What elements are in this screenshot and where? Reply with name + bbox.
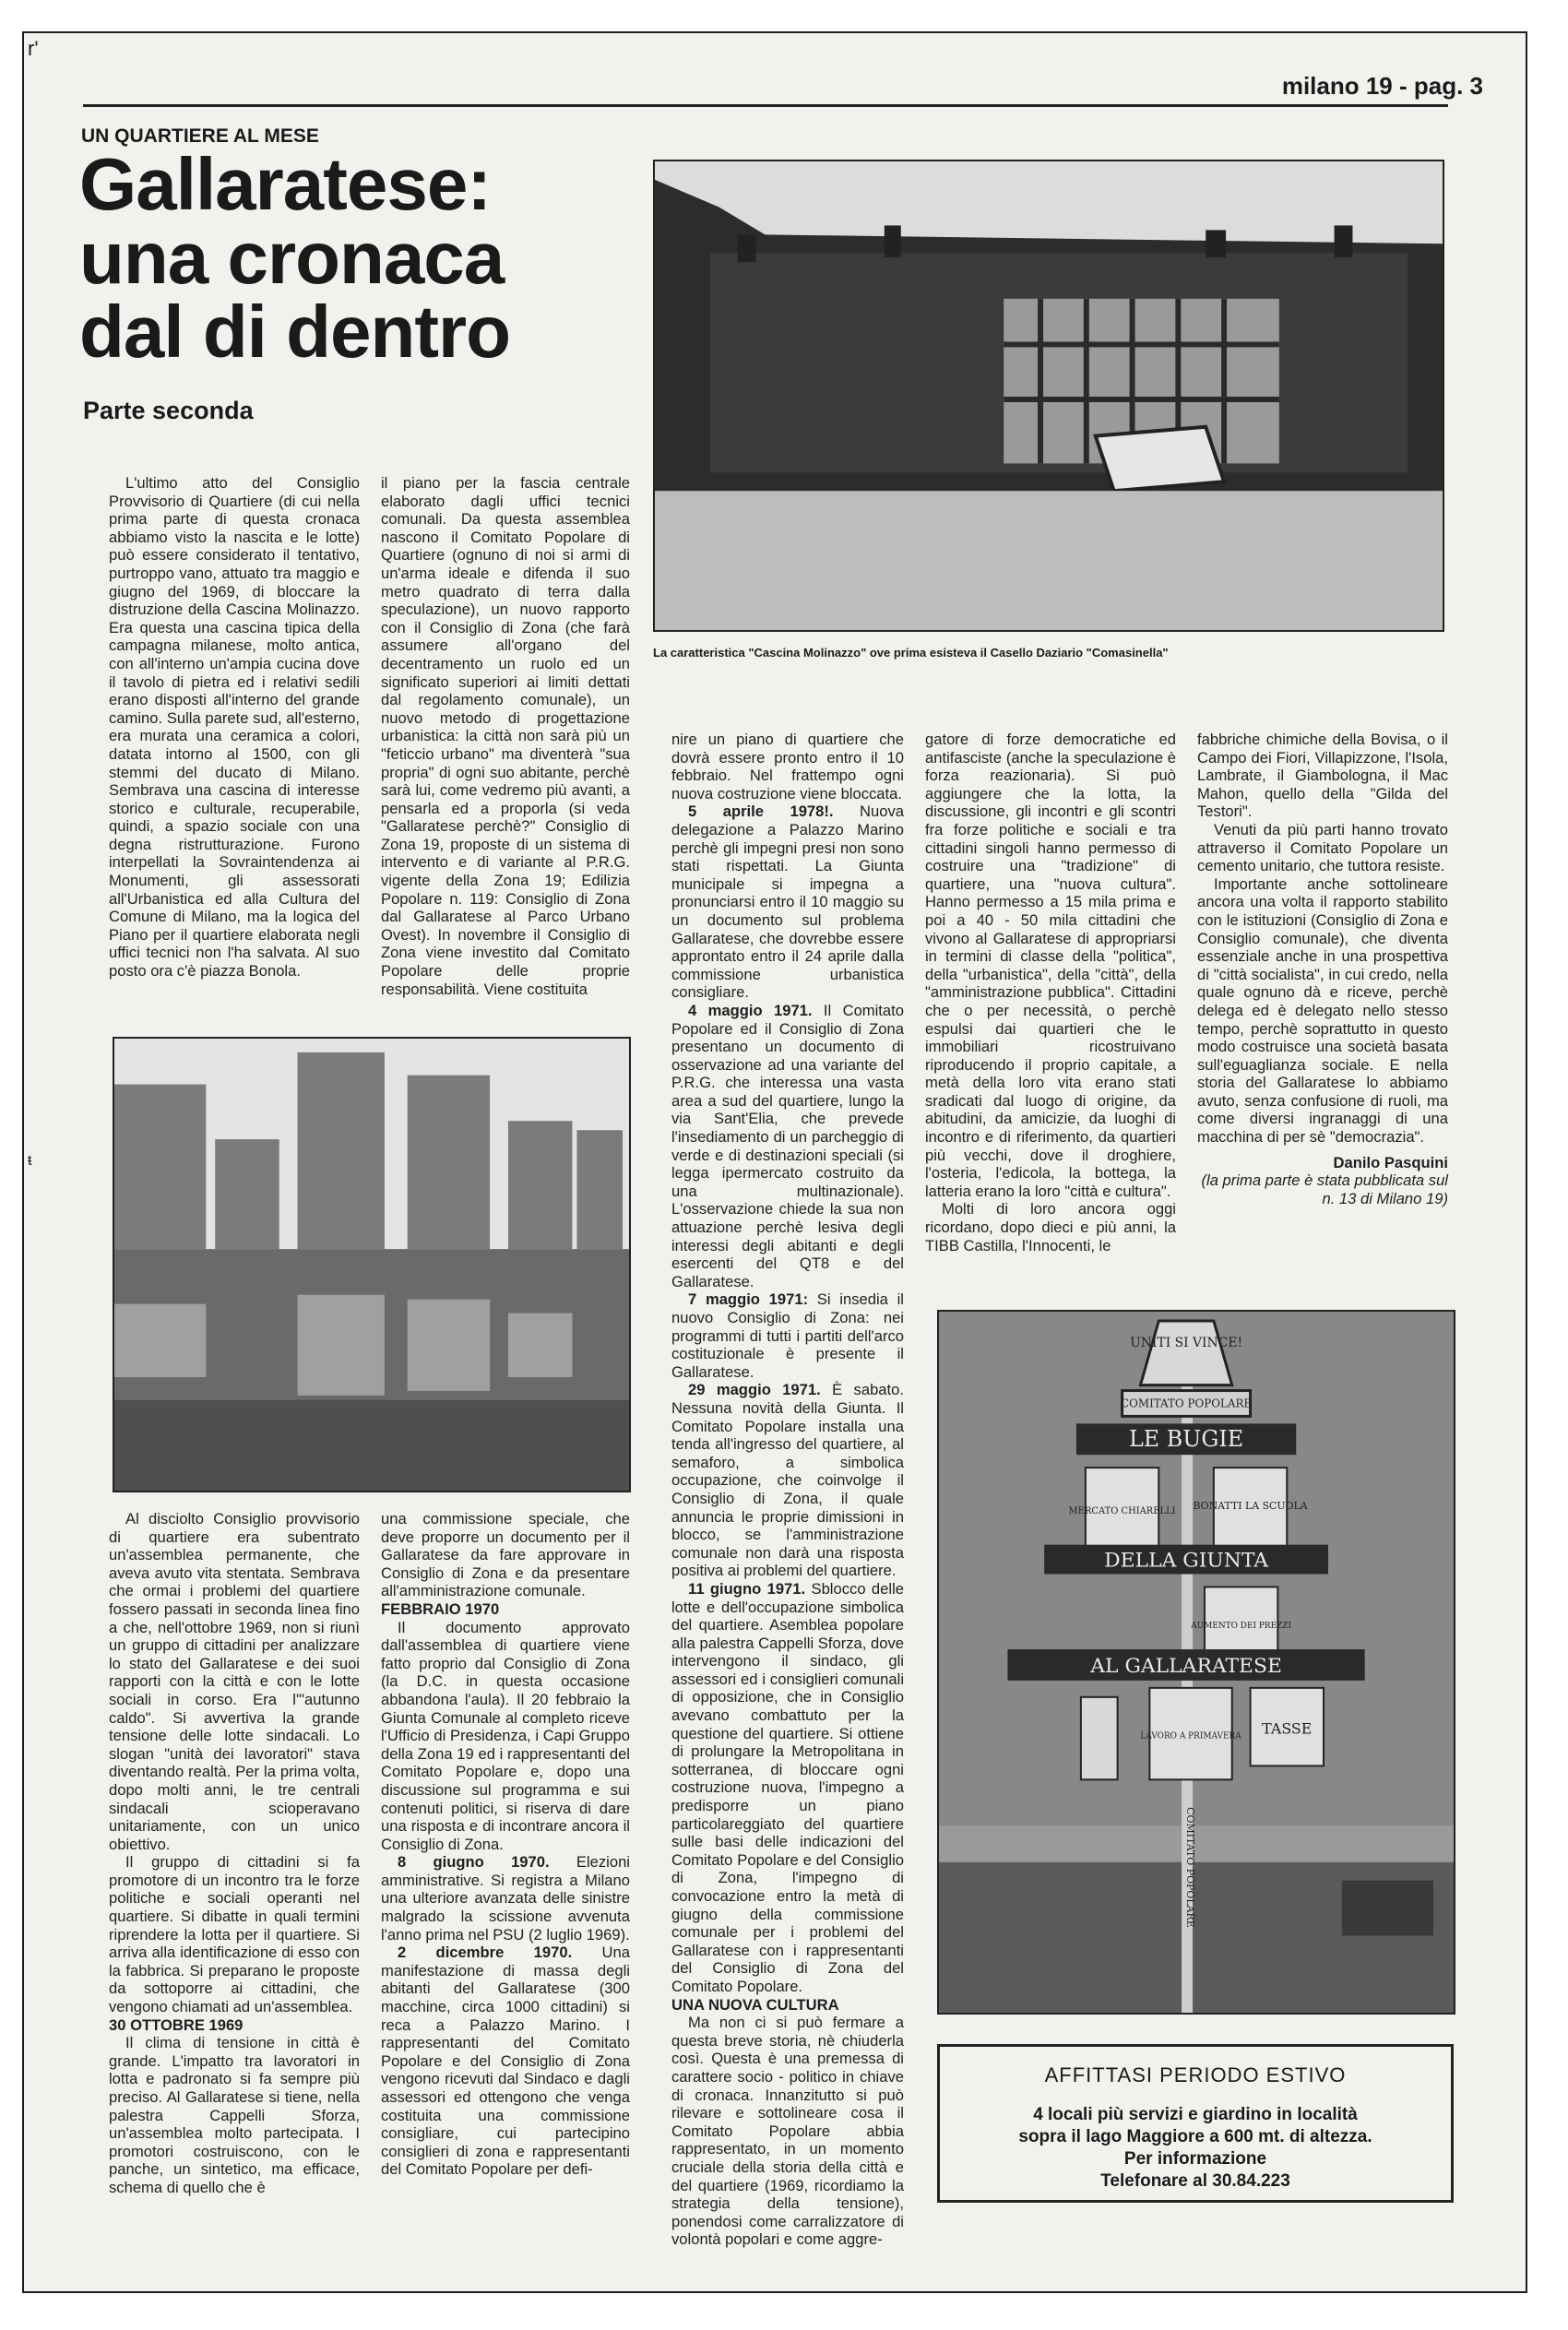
date-label: 2 dicembre 1970. (398, 1944, 573, 1962)
poster-bonatti: BONATTI LA SCUOLA (1193, 1499, 1308, 1512)
ad-title: AFFITTASI PERIODO ESTIVO (1044, 2063, 1347, 2086)
author-signature: Danilo Pasquini (1333, 1153, 1448, 1171)
paragraph: L'ultimo atto del Consiglio Provvisorio di Quartiere (di cui nella prima parte di questa cronaca abbiamo visto la nascita e le lotte) può essere considerato il tentativo, purtroppo vano, attuato tra maggio e giugno del 1969, di bloccare la distruzione della Cascina Molinazzo. Era questa una cascina tipica della campagna milanese, molto antica, con all'interno un'ampia cucina dove il tavolo di pietra ed i relativi sedili erano disposti all'interno del grande camino. Sulla parete sud, all'esterno, era murata una ceramica a colori, datata intorno al 1500, con gli stemmi del ducato di Milano. Sembrava una cascina di interesse storico e culturale, recuperabile, quindi, a spazio sociale con una degna ristrutturazione. Furono interpellati la Sovraintendenza ai Monumenti, gli assessorati all'Urbanistica ed alla Cultura del Comune di Milano, ma la logica del Piano per il quartiere elaborata negli uffici tecnici non l'ha salvata. Al suo posto ora c'è piazza Bonola. (109, 474, 360, 981)
ad-line: sopra il lago Maggiore a 600 mt. di altezza. (1018, 2127, 1372, 2146)
paragraph: il piano per la fascia centrale elaborato dagli uffici tecnici comunali. Da questa assemblea nascono il Comitato Popolare di Quartiere (ognuno di noi si armi di un'arma ideale e difenda il suo metro quadrato di terra dalla speculazione), un nuovo rapporto con il Consiglio di Zona (che farà assumere all'organo del decentramento un ruolo ed un significato superiori ai limiti dettati dal regolamento comunale), un nuovo metodo di progettazione urbanistica: la città non sarà più un "feticcio urbano" ma diventerà "sua propria" di ogni suo abitante, perchè sarà lui, come vedremo più avanti, a pensarla ed a proporla (si veda "Gallaratese perchè?" Consiglio di Zona 19, proposte di un sistema di intervento e di variante al P.R.G. vigente della Zona 19; Edilizia Popolare n. 119: Consiglio di Zona dal Gallaratese al Parco Urbano Ovest). In novembre il Consiglio di Zona viene investito dal Comitato Popolare delle proprie responsabilità. Viene costituita (381, 474, 630, 998)
paragraph: Il gruppo di cittadini si fa promotore di un incontro tra le forze politiche e sociali operanti nel quartiere. Si dibatte in quali termini riprendere la lotta per il quartiere. Si arriva alla identificazione di esso con la fabbrica. Si preparano le proposte da sottoporre ai cittadini, che vengono chiamati ad un'assemblea. (109, 1853, 360, 2016)
poster-lavoro: LAVORO A PRIMAVERA (1140, 1731, 1241, 1742)
paragraph: una commissione speciale, che deve proporre un documento per il Gallaratese da fare approvare in Consiglio di Zona e da presentare all'amministrazione comunale. (381, 1510, 630, 1600)
date-label: 8 giugno 1970. (398, 1853, 550, 1872)
paragraph: Nuova delegazione a Palazzo Marino perchè gli impegni presi non sono stati rispettati. La Giunta municipale si impegna a pronunciarsi entro il 10 maggio su un documento sul problema Gallaratese, che dovrebbe essere approntato entro il 24 aprile dalla commissione urbanistica consigliare. (671, 802, 904, 1002)
paragraph: Importante anche sottolineare ancora una volta il rapporto stabilito con le istituzioni (Consiglio di Zona e Consiglio comunale), che diventa essenziale anche in una prospettiva di "città socialista", in cui credo, nella quale ognuno dà e riceve, perchè delega ed è delegato nello stesso tempo, perchè soprattutto in questo modo costruisce una società basata sull'eguaglianza sociale. E nella storia del Gallaratese lo abbiamo avuto, senza confusione di ruoli, ma come diversi ingranaggi di una macchina di per sè "democrazia". (1197, 874, 1448, 1147)
article-column-4 (925, 731, 1176, 1254)
paragraph: Il documento approvato dall'assemblea di quartiere viene fatto proprio dal Consiglio di Zona (la D.C. in questa occasione abbandona l'aula). Il 20 febbraio la Giunta Comunale al completo riceve l'Ufficio di Presidenza, i Capi Gruppo della Zona 19 ed i rappresentanti del Comitato Popolare e, dopo una discussione sul programma e sui contenuti politici, si riserva di dare una risposta e di incontrare ancora il Consiglio di Zona. (381, 1618, 630, 1853)
article-column-1b (109, 1510, 360, 2197)
ad-line: 4 locali più servizi e giardino in località (1033, 2105, 1358, 2124)
poster-mercato: MERCATO CHIARELLI (1068, 1505, 1176, 1516)
paragraph: Venuti da più parti hanno trovato attraverso il Comitato Popolare un cemento unitario, che tuttora resiste. (1197, 820, 1448, 875)
date-label: 4 maggio 1971. (688, 1001, 813, 1019)
sign-comitato: COMITATO POPOLARE (1121, 1397, 1253, 1410)
article-column-2b (381, 1510, 630, 2179)
date-label: 11 giugno 1971. (688, 1579, 806, 1598)
classified-ad (937, 2044, 1454, 2203)
date-heading: 30 OTTOBRE 1969 (109, 2015, 244, 2034)
section-kicker: UN QUARTIERE AL MESE (81, 125, 319, 147)
sign-della-giunta: DELLA GIUNTA (1104, 1549, 1269, 1573)
article-column-2 (381, 474, 630, 998)
date-label: 7 maggio 1971: (688, 1290, 809, 1309)
ad-phone: Telefonare al 30.84.223 (1100, 2171, 1290, 2191)
margin-mark: rʹ (28, 37, 39, 60)
date-heading: FEBBRAIO 1970 (381, 1599, 500, 1618)
paragraph: Il Comitato Popolare ed il Consiglio di Zona presentano un documento di osservazione ad una variante del P.R.G. che interessa una vasta area a sud del quartiere, lungo la via Sant'Elia, che prevede l'insediamento di un parcheggio di verde e di destinazioni speciali (si legga ipermercato costruito da una multinazionale). L'osservazione chiede la sua non attuazione perchè lesiva degli interessi degli abitanti e degli esercenti del QT8 e del Gallaratese. (671, 1001, 904, 1290)
article-headline: Gallaratese: una cronaca dal di dentro (79, 143, 510, 373)
editorial-note: (la prima parte è stata pubblicata sul n. 13 di Milano 19) (1201, 1171, 1448, 1207)
paragraph: Una manifestazione di massa degli abitanti del Gallaratese (300 macchine, circa 1000 cittadini) si reca a Palazzo Marino. I rappresentanti del Comitato Popolare e del Consiglio di Zona vengono ricevuti dal Sindaco e dagli assessori ed ottengono che venga costituita una commissione consigliare, cui partecipino consiglieri di zona e rappresentanti del Comitato Popolare per defi- (381, 1944, 630, 2179)
paragraph: Si insedia il nuovo Consiglio di Zona: nei programmi di tutti i partiti dell'arco costituzionale è presente il Gallaratese. (671, 1290, 904, 1381)
paragraph: fabbriche chimiche della Bovisa, o il Campo dei Fiori, Villapizzone, l'Isola, Lambrate, il Giambologna, il Mac Mahon, quello della "Gilda del Testori". (1197, 731, 1448, 821)
article-column-3 (671, 731, 904, 2249)
paragraph: È sabato. Nessuna novità della Giunta. Il Comitato Popolare installa una tenda all'ingresso del quartiere, al semaforo, a simbolica occupazione, che coinvolge il Consiglio di Zona, il quale annuncia le proprie dimissioni in blocco, se l'amministrazione comunale non darà una risposta positiva ai problemi del quartiere. (671, 1381, 904, 1580)
paragraph: Ma non ci si può fermare a questa breve storia, nè chiuderla così. Questa è una premessa di carattere socio - politico in chiave di cronaca. Innanzitutto si può rilevare e sottolineare cosa il Comitato Popolare abbia rappresentato, in un momento cruciale della storia della città e del quartiere (1969, ricordiamo la strategia della tensione), ponendosi come carralizzatore di volontà popolari e come aggre- (671, 2014, 904, 2249)
paragraph: Elezioni amministrative. Si registra a Milano una ulteriore avanzata delle sinistre malgrado la scissione avvenuta l'anno prima nel PSU (2 luglio 1969). (381, 1853, 630, 1944)
ad-line: Per informazione (1123, 2149, 1267, 2169)
sign-al-gallaratese: AL GALLARATESE (1090, 1654, 1282, 1678)
paragraph: Sblocco delle lotte e dell'occupazione simbolica del quartiere. Asemblea popolare alla palestra Cappelli Sforza, dove intervengono il sindaco, gli assessori ed i consiglieri comunali di opposizione, che in Consiglio avevano combattuto per la questione del quartiere. Si ottiene di prolungare la Metropolitana in sotterranea, di bloccare ogni costruzione nuova, l'impegno a predisporre un piano particolareggiato del quartiere sulle basi delle indicazioni del Comitato Popolare e del Consiglio di Zona, l'impegno di convocazione entro la metà di giugno della commissione comunale per i problemi del Gallaratese con i rappresentanti del Consiglio di Zona del Comitato Popolare. (671, 1579, 904, 1995)
pole-comitato: COMITATO POPOLARE (1184, 1807, 1197, 1928)
paragraph: Molti di loro ancora oggi ricordano, dopo dieci e più anni, la TIBB Castilla, l'Innocenti, le (925, 1200, 1176, 1254)
paragraph: nire un piano di quartiere che dovrà essere pronto entro il 10 febbraio. Nel frattempo ogni nuova costruzione viene bloccata. (671, 731, 904, 802)
photo-caption: La caratteristica "Cascina Molinazzo" ove prima esisteva il Casello Daziario "Comasinella" (653, 646, 1169, 660)
article-column-5 (1197, 731, 1448, 1207)
page-reference: milano 19 - pag. 3 (1281, 72, 1483, 100)
paragraph: Il clima di tensione in città è grande. L'impatto tra lavoratori in lotta e padronato si fa sempre più preciso. Al Gallaratese si tiene, nella palestra Cappelli Sforza, un'assemblea molto partecipata. I promotori costruiscono, con le panche, un sintetico, ma efficace, schema di quello che è (109, 2034, 360, 2196)
towers-photo (113, 1037, 631, 1492)
sign-le-bugie: LE BUGIE (1128, 1426, 1244, 1453)
article-column-1 (109, 474, 360, 981)
poster-tasse: TASSE (1262, 1719, 1313, 1738)
paragraph: gatore di forze democratiche ed antifasciste (anche la speculazione è forza reazionaria). Si può aggiungere che la lotta, la discussione, gli incontri e gli scontri fra forze politiche e sociali e tra cittadini singoli hanno permesso di costruire una "tradizione" di quartiere, una "nuova cultura". Hanno permesso a 15 mila prima e poi a 40 - 50 mila cittadini che vivono al Gallaratese di appropriarsi in termini di classe della "politica", della "urbanistica", della "città", della "amministrazione pubblica". Cittadini che o per necessità, o perchè espulsi dai quartieri che le immobiliari ricostruivano riproducendo il proprio capitale, a metà della loro vita erano stati sradicati dal luogo di origine, da abitudini, da amicizie, da luoghi di incontro e di riferimento, da quartieri più vecchi, dove il droghiere, l'osteria, l'edicola, la bottega, la latteria erano la loro "città e cultura". (925, 731, 1176, 1200)
poster-prezzi: AUMENTO DEI PREZZI (1191, 1622, 1292, 1632)
date-label: 5 aprile 1978!. (688, 802, 834, 821)
protest-sign-photo (937, 1310, 1455, 2015)
section-heading: UNA NUOVA CULTURA (671, 1995, 839, 2014)
article-subtitle: Parte seconda (83, 397, 254, 424)
paragraph: Al disciolto Consiglio provvisorio di quartiere era subentrato un'assemblea permanente, che aveva avuto vita stentata. Sembrava che ormai i problemi del quartiere fossero passati in seconda linea fino a che, nell'ottobre 1969, non si riunì un gruppo di cittadini per analizzare lo stato del Gallaratese e dei suoi rapporti con la città e con le lotte sociali in corso. Era l'"autunno caldo". Si avvertiva la grande tensione delle lotte sindacali. Lo slogan "unità dei lavoratori" stava diventando realtà. Per la prima volta, dopo molti anni, le tre centrali sindacali scioperavano unitariamente, con un unico obiettivo. (109, 1510, 360, 1853)
date-label: 29 maggio 1971. (688, 1381, 821, 1399)
cascina-photo (653, 160, 1444, 632)
margin-tick: ŧ (28, 1153, 32, 1169)
sign-uniti: UNITI SI VINCE! (1130, 1335, 1243, 1350)
header-rule (83, 104, 1448, 107)
